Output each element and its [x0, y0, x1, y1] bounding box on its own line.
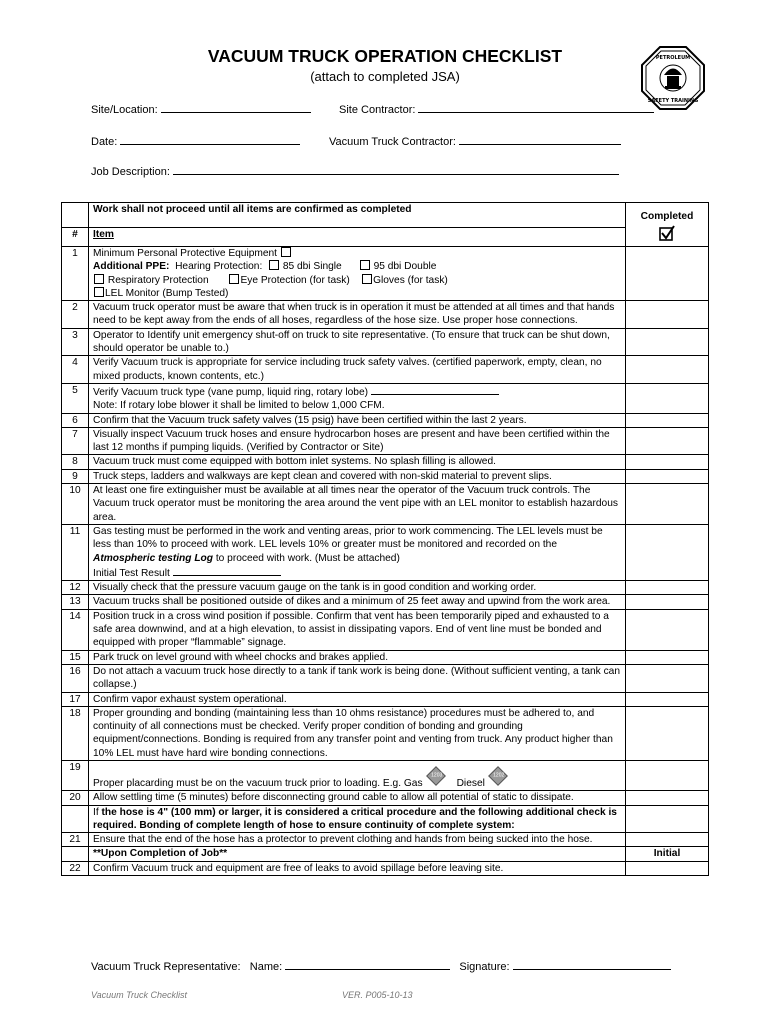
item-number: 12	[62, 581, 89, 595]
option-95: 95 dbi Double	[373, 261, 437, 273]
item-text: Operator to Identify unit emergency shut-off on truck to site representative. (To ensure that truck can be shut down, should operator be unable to.)	[89, 328, 626, 356]
footer-version: VER. P005-10-13	[342, 990, 413, 1000]
vacuum-truck-contractor-label: Vacuum Truck Contractor:	[329, 136, 456, 148]
table-row	[62, 524, 709, 580]
checklist-table	[61, 202, 709, 876]
banner-text: Work shall not proceed until all items are confirmed as completed	[89, 203, 626, 228]
gas-placard-number: 1203	[430, 772, 442, 779]
additional-ppe-label: Additional PPE:	[93, 261, 170, 273]
item-header: Item	[89, 228, 626, 247]
item-text: Ensure that the end of the hose has a protector to prevent clothing and hands from being sucked into the hose.	[89, 833, 626, 847]
item-number: 9	[62, 469, 89, 483]
critical-num-cell	[62, 805, 89, 833]
critical-text: the hose is 4" (100 mm) or larger, it is considered a critical procedure and the following additional check is required. Bonding of complete length of hose to ensure continuity of complete system:	[93, 806, 617, 831]
vacuum-truck-contractor-blank[interactable]	[459, 133, 621, 145]
table-row	[62, 427, 709, 455]
item-number: 3	[62, 328, 89, 356]
completed-cell[interactable]	[626, 427, 709, 455]
item-number: 4	[62, 356, 89, 384]
item-text: Allow settling time (5 minutes) before disconnecting ground cable to allow all potential of static to dissipate.	[89, 791, 626, 805]
table-row	[62, 833, 709, 847]
table-row	[62, 650, 709, 664]
site-contractor-blank[interactable]	[418, 101, 654, 113]
completed-cell[interactable]	[626, 609, 709, 650]
table-row	[62, 469, 709, 483]
item11-text-a: Gas testing must be performed in the work and venting areas, prior to work commencing. The LEL levels must be less than 10% to proceed with work. LEL levels 10% or greater must be monitored and recorded on the	[93, 525, 603, 551]
hearing-label: Hearing Protection:	[175, 261, 263, 273]
checkbox[interactable]	[360, 260, 370, 270]
item-number: 15	[62, 650, 89, 664]
completed-header: Completed	[640, 210, 694, 222]
item19-text: Proper placarding must be on the vacuum truck prior to loading. E.g. Gas	[93, 777, 423, 789]
table-row	[62, 706, 709, 760]
item-number: 22	[62, 861, 89, 875]
item5-line2: Note: If rotary lobe blower it shall be limited to below 1,000 CFM.	[93, 400, 385, 412]
item-text	[89, 247, 626, 301]
item-text: Proper grounding and bonding (maintaining less than 10 ohms resistance) procedures must be adhered to, and continuity of all connections must be checked. Verify proper condition of bonding and grounding equipment/connections. Bonding is required from any transfer point and venting from truck. Any product higher than 10% LEL must have hard wire bonding connections.	[89, 706, 626, 760]
atmospheric-log-ref: Atmospheric testing Log	[93, 552, 213, 564]
completed-cell[interactable]	[626, 413, 709, 427]
vacuum-truck-contractor-field[interactable]	[329, 133, 621, 148]
page-subtitle: (attach to completed JSA)	[310, 69, 460, 84]
job-description-blank[interactable]	[173, 163, 619, 175]
signature-label: Signature:	[459, 961, 510, 973]
completed-cell[interactable]	[626, 760, 709, 790]
item-number: 10	[62, 484, 89, 525]
item-text	[89, 383, 626, 413]
completed-cell[interactable]	[626, 524, 709, 580]
completion-row	[62, 847, 709, 861]
item-text: Vacuum truck must come equipped with bottom inlet systems. No splash filling is allowed.	[89, 455, 626, 469]
item-number: 14	[62, 609, 89, 650]
table-row	[62, 692, 709, 706]
diesel-placard-number: 1202	[493, 772, 505, 779]
table-row	[62, 247, 709, 301]
table-row	[62, 581, 709, 595]
completed-cell[interactable]	[626, 484, 709, 525]
site-location-field[interactable]	[91, 101, 311, 116]
table-row	[62, 664, 709, 692]
item-text: Truck steps, ladders and walkways are kept clean and covered with non-skid material to prevent slips.	[89, 469, 626, 483]
item-number: 18	[62, 706, 89, 760]
item-text: Visually inspect Vacuum truck hoses and ensure hydrocarbon hoses are present and have been certified within the last 12 months if pumping liquids. (Verified by Contractor or Site)	[89, 427, 626, 455]
checked-box-icon	[659, 225, 675, 241]
date-blank[interactable]	[120, 133, 300, 145]
completed-cell[interactable]	[626, 301, 709, 329]
item-number: 16	[62, 664, 89, 692]
footer-doc-name: Vacuum Truck Checklist	[91, 990, 188, 1000]
item-text: Verify Vacuum truck is appropriate for service including truck safety valves. (certified paperwork, empty, clean, no mixed products, known contents, etc.)	[89, 356, 626, 384]
item-text	[89, 760, 626, 790]
critical-note	[89, 805, 626, 833]
date-field[interactable]	[91, 133, 300, 148]
completed-cell[interactable]	[626, 595, 709, 609]
item-text: At least one fire extinguisher must be available at all times near the operator of the Vacuum truck controls. The Vacuum truck operator must be monitoring the area around the vent pipe with an LEL monitor to establish hazardous area.	[89, 484, 626, 525]
site-location-label: Site/Location:	[91, 104, 158, 116]
rep-label: Vacuum Truck Representative:	[91, 961, 241, 973]
item-number: 17	[62, 692, 89, 706]
svg-text:PETROLEUM: PETROLEUM	[655, 55, 691, 61]
completed-cell[interactable]	[626, 356, 709, 384]
item-text: Confirm that the Vacuum truck safety valves (15 psig) have been certified within the last 2 years.	[89, 413, 626, 427]
respiratory-label: Respiratory Protection	[107, 274, 209, 286]
completed-cell[interactable]	[626, 383, 709, 413]
item-text: Visually check that the pressure vacuum gauge on the tank is in good condition and working order.	[89, 581, 626, 595]
site-contractor-label: Site Contractor:	[339, 104, 416, 116]
table-row	[62, 455, 709, 469]
item-number: 2	[62, 301, 89, 329]
diesel-placard-icon	[488, 766, 508, 786]
table-row	[62, 760, 709, 790]
lel-label: LEL Monitor (Bump Tested)	[105, 287, 229, 299]
gloves-label: Gloves (for task)	[373, 274, 448, 286]
date-label: Date:	[91, 136, 118, 148]
completed-cell[interactable]	[626, 692, 709, 706]
item-text: Vacuum truck operator must be aware that when truck is in operation it must be attended at all times and that hands need to be kept away from the ends of all hoses, regardless of the hose size. Use proper hose connections.	[89, 301, 626, 329]
table-row	[62, 861, 709, 875]
name-blank[interactable]	[285, 958, 450, 970]
critical-completed-cell	[626, 805, 709, 833]
table-row	[62, 301, 709, 329]
item-text: Position truck in a cross wind position if possible. Confirm that vent has been temporarily piped and exhausted to a safe area downwind, and at a high elevation, to assist in dissipating vapors. End of vent line must be bonded and equipped with proper “flammable” signage.	[89, 609, 626, 650]
table-row	[62, 413, 709, 427]
item-text: Vacuum trucks shall be positioned outside of dikes and a minimum of 25 feet away and upwind from the work area.	[89, 595, 626, 609]
completed-cell[interactable]	[626, 664, 709, 692]
signoff-line	[91, 958, 671, 973]
item-number: 19	[62, 760, 89, 790]
item5-line1: Verify Vacuum truck type (vane pump, liquid ring, rotary lobe)	[93, 386, 368, 398]
table-row	[62, 383, 709, 413]
banner-row	[62, 203, 709, 228]
item-text: Do not attach a vacuum truck hose directly to a tank if tank work is being done. (Without sufficient venting, a tank can collapse.)	[89, 664, 626, 692]
completed-cell[interactable]	[626, 328, 709, 356]
completed-cell[interactable]	[626, 833, 709, 847]
table-row	[62, 356, 709, 384]
item-number: 5	[62, 383, 89, 413]
pump-type-blank[interactable]	[371, 384, 499, 395]
signature-blank[interactable]	[513, 958, 671, 970]
completion-label: **Upon Completion of Job**	[89, 847, 626, 861]
checkbox[interactable]	[229, 274, 239, 284]
page-title: VACUUM TRUCK OPERATION CHECKLIST	[207, 46, 563, 66]
banner-num-cell	[62, 203, 89, 228]
job-description-field[interactable]	[91, 163, 619, 178]
completed-cell[interactable]	[626, 581, 709, 595]
checkbox[interactable]	[94, 274, 104, 284]
name-label: Name:	[249, 961, 283, 973]
table-row	[62, 595, 709, 609]
completed-cell[interactable]	[626, 791, 709, 805]
item-text: Park truck on level ground with wheel chocks and brakes applied.	[89, 650, 626, 664]
completed-cell[interactable]	[626, 650, 709, 664]
initial-header: Initial	[626, 847, 709, 861]
gas-placard-icon	[426, 766, 446, 786]
item-number: 13	[62, 595, 89, 609]
ppe-minimum-label: Minimum Personal Protective Equipment	[93, 248, 278, 259]
checkbox[interactable]	[94, 287, 104, 297]
item-text	[89, 524, 626, 580]
item-number: 8	[62, 455, 89, 469]
item-text: Confirm Vacuum truck and equipment are free of leaks to avoid spillage before leaving site.	[89, 861, 626, 875]
item-number: 21	[62, 833, 89, 847]
table-row	[62, 609, 709, 650]
option-85: 85 dbi Single	[282, 261, 342, 273]
site-contractor-field[interactable]	[339, 101, 654, 116]
item-number: 11	[62, 524, 89, 580]
site-location-blank[interactable]	[161, 101, 311, 113]
completed-cell[interactable]	[626, 706, 709, 760]
header-row	[62, 228, 709, 247]
checkbox[interactable]	[269, 260, 279, 270]
diesel-label: Diesel	[456, 777, 485, 789]
initial-cell[interactable]	[626, 861, 709, 875]
item-number: 7	[62, 427, 89, 455]
table-row	[62, 328, 709, 356]
critical-note-row	[62, 805, 709, 833]
initial-test-result-blank[interactable]	[173, 565, 281, 576]
completed-cell[interactable]	[626, 455, 709, 469]
initial-test-result-label: Initial Test Result	[93, 567, 170, 579]
eye-label: Eye Protection (for task)	[240, 274, 350, 286]
item-number: 1	[62, 247, 89, 301]
num-header: #	[62, 228, 89, 247]
item11-text-b: to proceed with work. (Must be attached)	[213, 552, 400, 564]
completed-cell[interactable]	[626, 247, 709, 301]
completed-header-cell	[626, 203, 709, 247]
svg-text:SAFETY TRAINING: SAFETY TRAINING	[647, 98, 699, 104]
table-row	[62, 791, 709, 805]
job-description-label: Job Description:	[91, 166, 170, 178]
table-row	[62, 484, 709, 525]
item-number: 20	[62, 791, 89, 805]
completion-num-cell	[62, 847, 89, 861]
completed-cell[interactable]	[626, 469, 709, 483]
critical-prefix: If	[93, 806, 102, 818]
item-number: 6	[62, 413, 89, 427]
checkbox[interactable]	[362, 274, 372, 284]
checkbox[interactable]	[281, 247, 291, 257]
item-text: Confirm vapor exhaust system operational.	[89, 692, 626, 706]
